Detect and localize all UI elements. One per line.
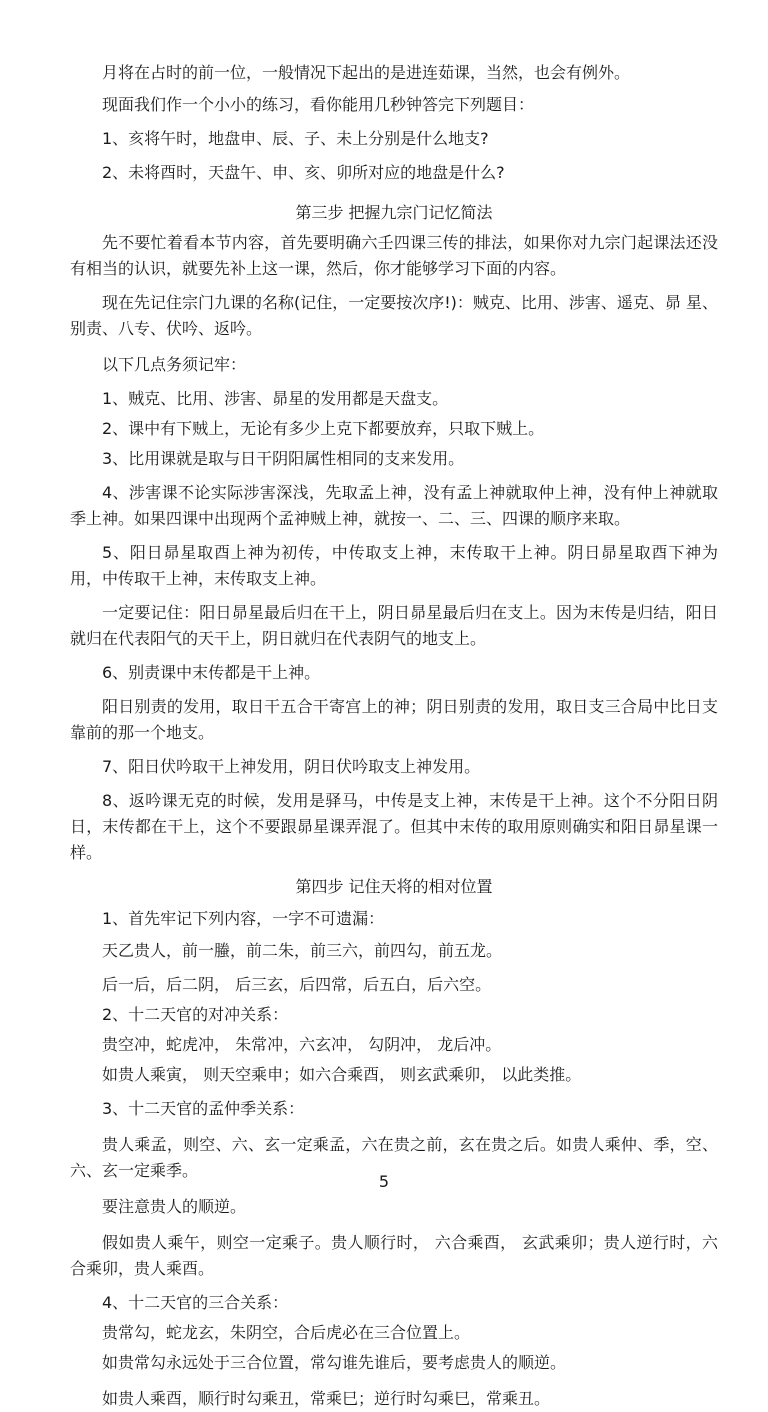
paragraph: 如贵常勾永远处于三合位置，常勾谁先谁后，要考虑贵人的顺逆。	[102, 1353, 567, 1372]
paragraph: 月将在占时的前一位，一般情况下起出的是进连茹课，当然，也会有例外。	[102, 63, 631, 82]
list-item: 3、比用课就是取与日干阴阳属性相同的支来发用。	[102, 449, 465, 468]
paragraph: 现面我们作一个小小的练习，看你能用几秒钟答完下列题目：	[102, 95, 535, 114]
paragraph: 以下几点务须记牢：	[102, 355, 247, 374]
paragraph: 贵常勾，蛇龙玄，朱阴空，合后虎必在三合位置上。	[102, 1323, 471, 1342]
paragraph: 阳日别责的发用，取日干五合干寄宫上的神；阴日别责的发用，取日支三合局中比日支靠前的那一个地支。	[70, 697, 718, 742]
paragraph: 先不要忙着看本节内容，首先要明确六壬四课三传的排法，如果你对九宗门起课法还没有相当的认识，就要先补上这一课，然后，你才能够学习下面的内容。	[70, 233, 718, 278]
list-item: 3、十二天官的孟仲季关系：	[102, 1099, 305, 1118]
page-body	[70, 60, 718, 1412]
list-item: 7、阳日伏吟取干上神发用，阴日伏吟取支上神发用。	[102, 757, 481, 776]
list-item: 1、首先牢记下列内容，一字不可遗漏：	[102, 909, 385, 928]
paragraph: 天乙贵人，前一螣，前二朱，前三六，前四勾，前五龙。	[102, 941, 503, 960]
paragraph: 假如贵人乘午，则空一定乘子。贵人顺行时， 六合乘酉， 玄武乘卯；贵人逆行时，六合乘卯，贵人乘酉。	[70, 1233, 718, 1278]
list-item: 8、返吟课无克的时候，发用是驿马，中传是支上神，末传是干上神。这个不分阳日阴日，末传都在干上，这个不要跟昴星课弄混了。但其中末传的取用原则确实和阳日昴星课一样。	[70, 791, 718, 862]
page-number: 5	[378, 1172, 390, 1191]
paragraph: 要注意贵人的顺逆。	[102, 1197, 247, 1216]
paragraph: 现在先记住宗门九课的名称(记住，一定要按次序!)：贼克、比用、涉害、遥克、昴 星、别责、八专、伏吟、返吟。	[70, 293, 718, 338]
list-item: 1、贼克、比用、涉害、昴星的发用都是天盘支。	[102, 389, 449, 408]
paragraph: 如贵人乘酉，顺行时勾乘丑，常乘巳；逆行时勾乘巳，常乘丑。	[102, 1389, 551, 1408]
paragraph: 后一后，后二阴， 后三玄，后四常，后五白，后六空。	[102, 975, 492, 994]
section-heading: 第四步 记住天将的相对位置	[295, 877, 493, 896]
list-item: 4、十二天官的三合关系：	[102, 1293, 289, 1312]
section-heading: 第三步 把握九宗门记忆简法	[295, 203, 493, 222]
list-item: 6、别责课中末传都是干上神。	[102, 663, 321, 682]
list-item: 2、十二天官的对冲关系：	[102, 1005, 289, 1024]
paragraph: 贵空冲，蛇虎冲， 朱常冲，六玄冲， 勾阴冲， 龙后冲。	[102, 1035, 502, 1054]
exercise-question: 2、未将酉时，天盘午、申、亥、卯所对应的地盘是什么?	[102, 163, 505, 182]
paragraph: 如贵人乘寅， 则天空乘申；如六合乘酉， 则玄武乘卯， 以此类推。	[102, 1065, 582, 1084]
list-item: 5、阳日昴星取酉上神为初传，中传取支上神，末传取干上神。阴日昴星取酉下神为用，中传取干上神，末传取支上神。	[70, 543, 718, 588]
exercise-question: 1、亥将午时，地盘申、辰、子、未上分别是什么地支?	[102, 129, 489, 148]
paragraph: 一定要记住：阳日昴星最后归在干上，阴日昴星最后归在支上。因为末传是归结，阳日就归在代表阳气的天干上，阴日就归在代表阴气的地支上。	[70, 603, 718, 648]
list-item: 2、课中有下贼上，无论有多少上克下都要放弃，只取下贼上。	[102, 419, 545, 438]
paragraph: 贵人乘孟，则空、六、玄一定乘孟，六在贵之前，玄在贵之后。如贵人乘仲、季，空、六、玄一定乘季。	[70, 1135, 718, 1180]
list-item: 4、涉害课不论实际涉害深浅，先取孟上神，没有孟上神就取仲上神，没有仲上神就取季上神。如果四课中出现两个孟神贼上神，就按一、二、三、四课的顺序来取。	[70, 483, 718, 528]
